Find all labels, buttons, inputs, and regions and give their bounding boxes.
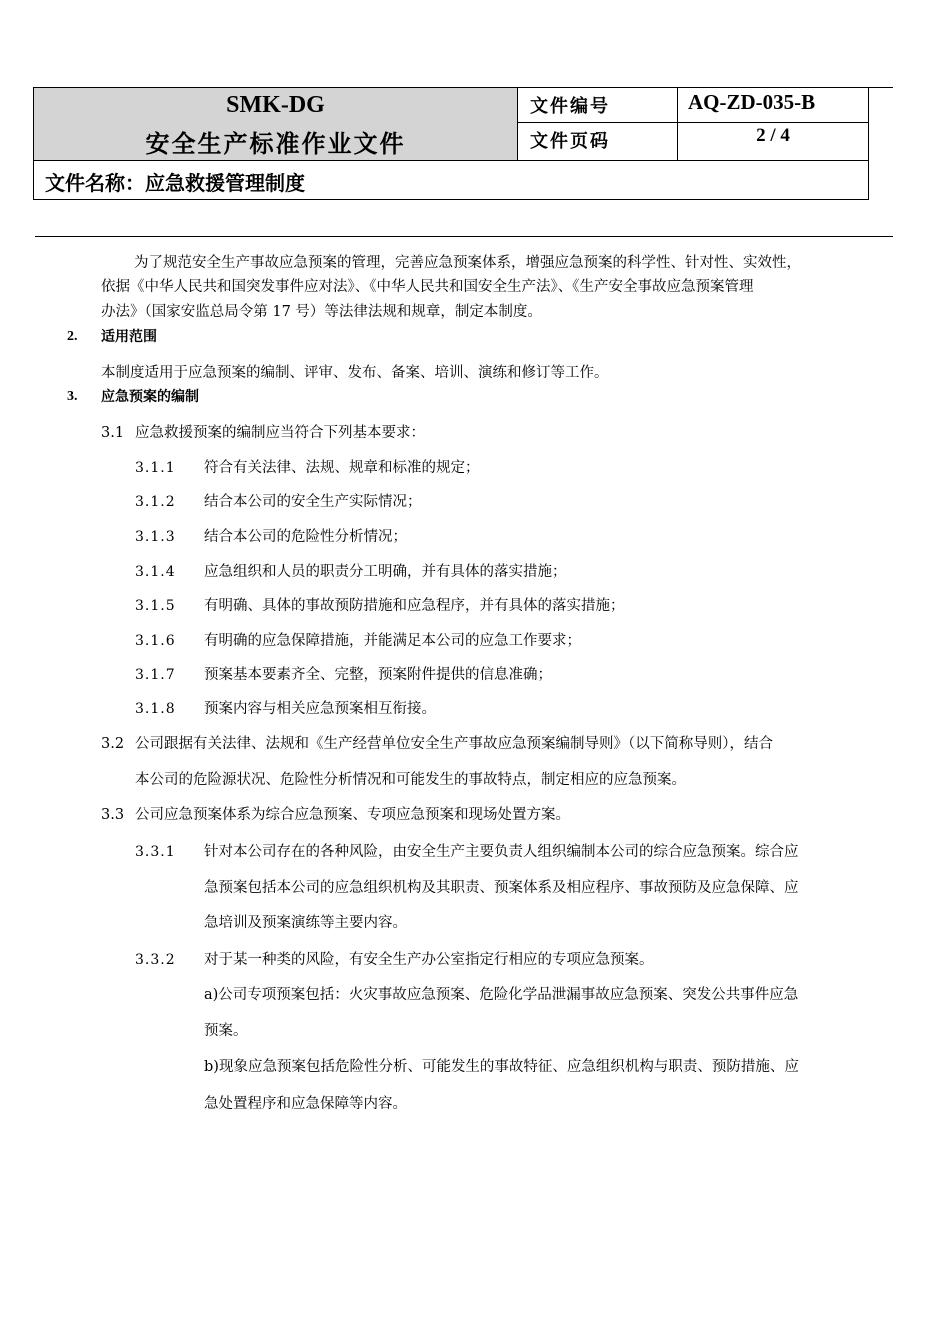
document-category-title: 安全生产标准作业文件 [145, 129, 406, 158]
intro-line-2: 依据《中华人民共和国突发事件应对法》、《中华人民共和国安全生产法》、《生产安全事故应急预案管理 [101, 279, 754, 295]
page-number-label: 文件页码 [518, 123, 678, 160]
item-3-1-5-number: 3.1.5 [135, 598, 176, 614]
item-3-1-7-number: 3.1.7 [135, 667, 176, 683]
item-3-1-1-number: 3.1.1 [135, 460, 176, 476]
section-3-1-number: 3.1 [101, 425, 125, 441]
item-3-1-6-text: 有明确的应急保障措施，并能满足本公司的应急工作要求； [204, 633, 581, 649]
document-header-table [33, 88, 869, 200]
header-separator [35, 236, 893, 237]
item-3-1-7-text: 预案基本要素齐全、完整，预案附件提供的信息准确； [204, 667, 552, 683]
item-3-3-1-line-1: 针对本公司存在的各种风险，由安全生产主要负责人组织编制本公司的综合应急预案。综合应 [204, 844, 799, 860]
item-3-1-4-number: 3.1.4 [135, 564, 176, 580]
item-3-3-2-a-line-1: a)公司专项预案包括：火灾事故应急预案、危险化学品泄漏事故应急预案、突发公共事件应急 [204, 987, 799, 1003]
section-3-title: 应急预案的编制 [101, 389, 199, 405]
item-3-1-3-text: 结合本公司的危险性分析情况； [204, 529, 407, 545]
item-3-1-4-text: 应急组织和人员的职责分工明确，并有具体的落实措施； [204, 564, 567, 580]
header-title-cell [34, 88, 518, 160]
item-3-3-2-b-line-2: 急处置程序和应急保障等内容。 [204, 1096, 407, 1112]
section-3-number: 3. [67, 389, 78, 404]
section-3-1-text: 应急救援预案的编制应当符合下列基本要求： [135, 425, 425, 441]
item-3-3-2-number: 3.3.2 [135, 952, 176, 968]
section-2-text: 本制度适用于应急预案的编制、评审、发布、备案、培训、演练和修订等工作。 [101, 365, 609, 381]
company-code: SMK-DG [226, 92, 325, 118]
section-3-2-number: 3.2 [101, 736, 125, 752]
section-3-2-line-2: 本公司的危险源状况、危险性分析情况和可能发生的事故特点，制定相应的应急预案。 [135, 772, 686, 788]
item-3-3-2-a-line-2: 预案。 [204, 1023, 248, 1039]
intro-line-3: 办法》（国家安监总局令第 17 号）等法律法规和规章，制定本制度。 [101, 304, 542, 320]
item-3-3-2-b-line-1: b)现象应急预案包括危险性分析、可能发生的事故特征、应急组织机构与职责、预防措施、应 [204, 1059, 799, 1075]
section-2-number: 2. [67, 329, 78, 344]
item-3-1-2-text: 结合本公司的安全生产实际情况； [204, 494, 422, 510]
item-3-1-8-text: 预案内容与相关应急预案相互衔接。 [204, 701, 436, 717]
doc-number-value: AQ-ZD-035-B [678, 88, 868, 123]
item-3-1-6-number: 3.1.6 [135, 633, 176, 649]
item-3-1-2-number: 3.1.2 [135, 494, 176, 510]
item-3-3-1-number: 3.3.1 [135, 844, 176, 860]
section-2-title: 适用范围 [101, 329, 157, 345]
page-number-value: 2 / 4 [756, 125, 790, 146]
item-3-3-2-text: 对于某一种类的风险，有安全生产办公室指定行相应的专项应急预案。 [204, 952, 654, 968]
intro-line-1: 为了规范安全生产事故应急预案的管理，完善应急预案体系，增强应急预案的科学性、针对性、实效性， [134, 255, 801, 271]
item-3-1-3-number: 3.1.3 [135, 529, 176, 545]
item-3-3-1-line-2: 急预案包括本公司的应急组织机构及其职责、预案体系及相应程序、事故预防及应急保障、应 [204, 880, 799, 896]
item-3-1-5-text: 有明确、具体的事故预防措施和应急程序，并有具体的落实措施； [204, 598, 625, 614]
section-3-2-line-1: 公司跟据有关法律、法规和《生产经营单位安全生产事故应急预案编制导则》（以下简称导则），结合 [135, 736, 773, 752]
section-3-3-number: 3.3 [101, 807, 125, 823]
section-3-3-text: 公司应急预案体系为综合应急预案、专项应急预案和现场处置方案。 [135, 807, 570, 823]
file-name: 文件名称：应急救援管理制度 [34, 160, 868, 200]
doc-number-label: 文件编号 [518, 88, 678, 123]
item-3-3-1-line-3: 急培训及预案演练等主要内容。 [204, 915, 407, 931]
item-3-1-8-number: 3.1.8 [135, 701, 176, 717]
item-3-1-1-text: 符合有关法律、法规、规章和标准的规定； [204, 460, 480, 476]
